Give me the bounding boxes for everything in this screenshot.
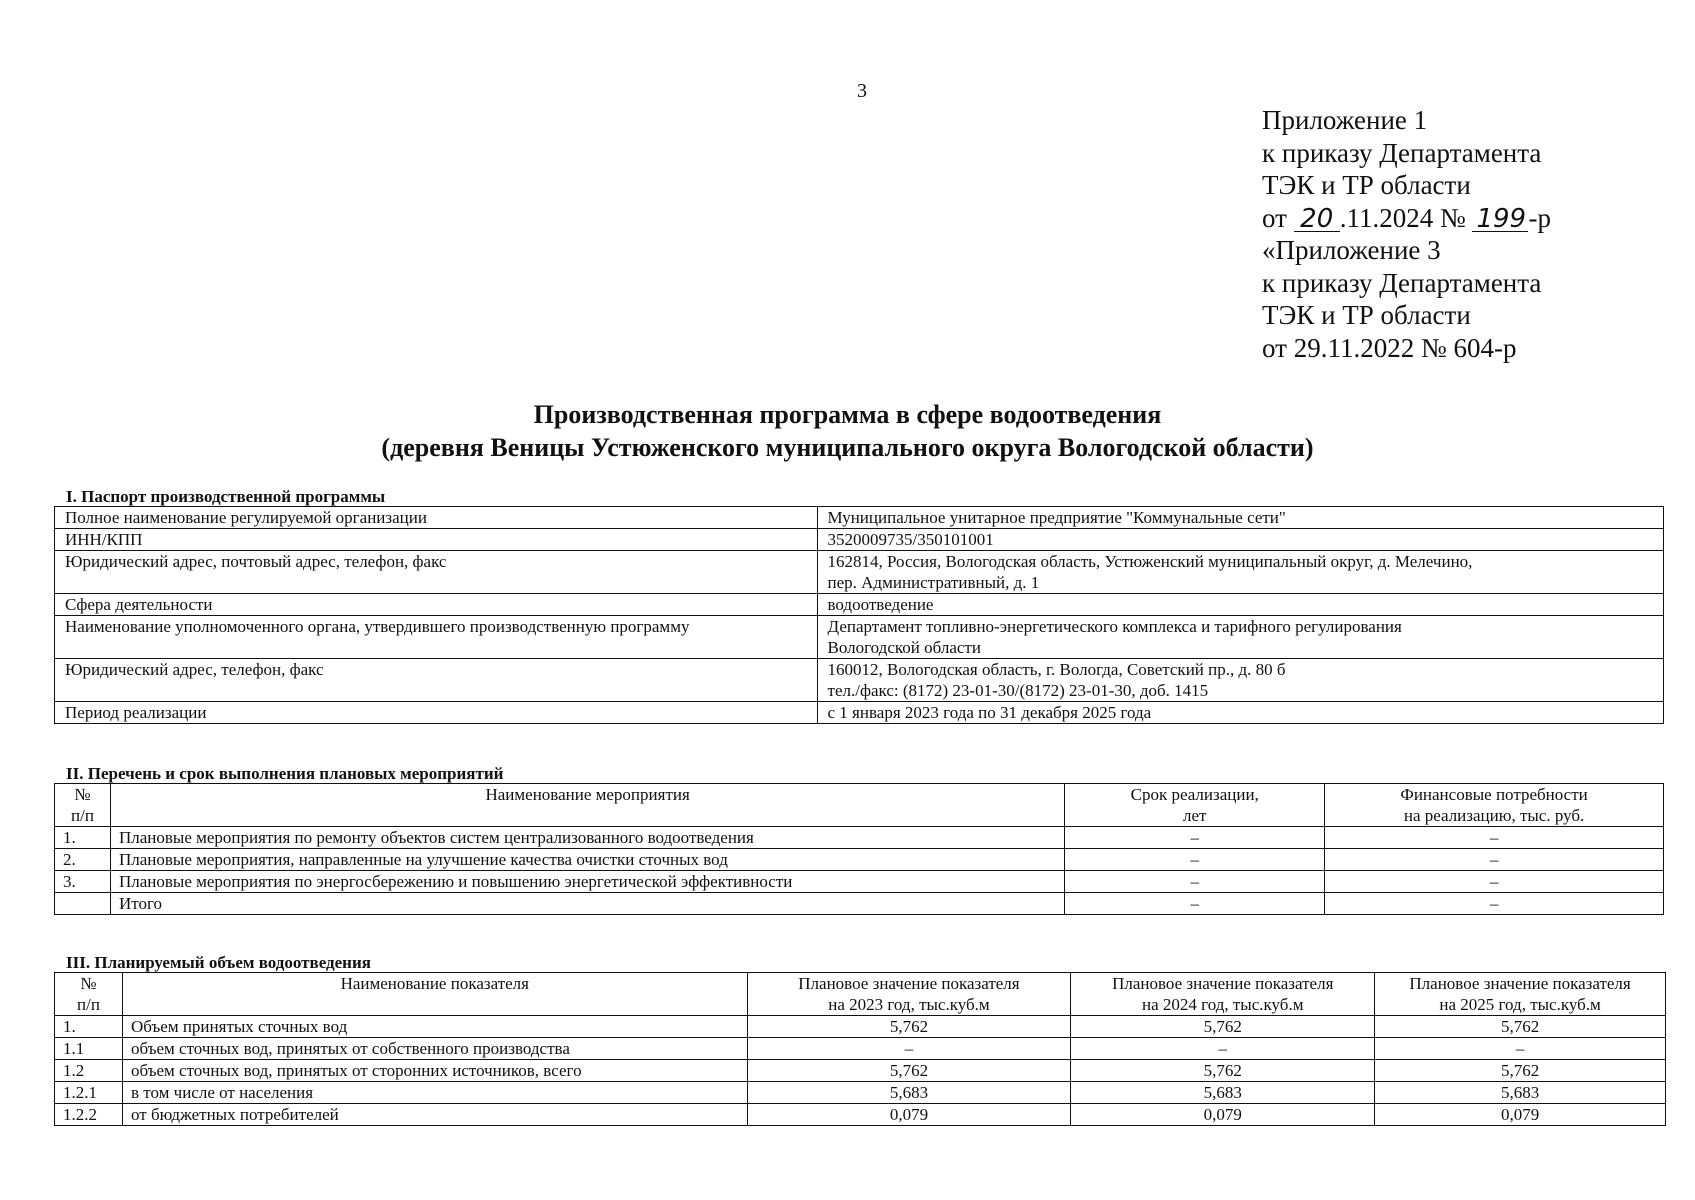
passport-label: Полное наименование регулируемой организации bbox=[55, 507, 818, 529]
passport-value: с 1 января 2023 года по 31 декабря 2025 года bbox=[817, 702, 1663, 724]
table-row bbox=[55, 507, 1664, 529]
value-line: пер. Административный, д. 1 bbox=[827, 573, 1040, 592]
row-name: объем сточных вод, принятых от собственного производства bbox=[122, 1038, 747, 1060]
value-line: Департамент топливно-энергетического комплекса и тарифного регулирования bbox=[827, 617, 1402, 636]
value-2025: 5,762 bbox=[1375, 1016, 1666, 1038]
header-line: п/п bbox=[77, 995, 100, 1014]
value-2025: 5,683 bbox=[1375, 1082, 1666, 1104]
row-num: 1.1 bbox=[55, 1038, 123, 1060]
header-2025 bbox=[1375, 973, 1666, 1016]
row-finance: – bbox=[1325, 871, 1664, 893]
header-2023 bbox=[747, 973, 1071, 1016]
row-name: от бюджетных потребителей bbox=[122, 1104, 747, 1126]
row-name: Объем принятых сточных вод bbox=[122, 1016, 747, 1038]
header-line: на 2025 год, тыс.куб.м bbox=[1439, 995, 1601, 1014]
volume-table bbox=[54, 972, 1666, 1126]
value-2024: 5,762 bbox=[1071, 1060, 1375, 1082]
table-row bbox=[55, 827, 1664, 849]
table-row bbox=[55, 1016, 1666, 1038]
value-2024: – bbox=[1071, 1038, 1375, 1060]
header-num bbox=[55, 973, 123, 1016]
value-line: 162814, Россия, Вологодская область, Устюженский муниципальный округ, д. Мелечино, bbox=[827, 552, 1473, 571]
row-name: Плановые мероприятия по ремонту объектов систем централизованного водоотведения bbox=[110, 827, 1064, 849]
page-number: 3 bbox=[857, 80, 867, 102]
table-row bbox=[55, 1060, 1666, 1082]
appendix-line: к приказу Департамента bbox=[1262, 137, 1542, 168]
value-2024: 0,079 bbox=[1071, 1104, 1375, 1126]
table-row bbox=[55, 551, 1664, 594]
value-2024: 5,683 bbox=[1071, 1082, 1375, 1104]
appendix-line: Приложение 1 bbox=[1262, 105, 1428, 135]
header-name: Наименование мероприятия bbox=[110, 784, 1064, 827]
value-line: 160012, Вологодская область, г. Вологда, Советский пр., д. 80 б bbox=[827, 660, 1286, 679]
table-row bbox=[55, 702, 1664, 724]
value-2023: 0,079 bbox=[747, 1104, 1071, 1126]
section-2-title: II. Перечень и срок выполнения плановых мероприятий bbox=[66, 764, 504, 783]
header-line: № bbox=[74, 785, 91, 804]
row-name: в том числе от населения bbox=[122, 1082, 747, 1104]
appendix-date-line bbox=[1262, 202, 1551, 235]
passport-label: Юридический адрес, почтовый адрес, телефон, факс bbox=[55, 551, 818, 594]
row-num: 2. bbox=[55, 849, 111, 871]
table-row bbox=[55, 1038, 1666, 1060]
row-finance: – bbox=[1325, 893, 1664, 915]
row-num: 1.2.2 bbox=[55, 1104, 123, 1126]
appendix-line: к приказу Департамента bbox=[1262, 267, 1542, 298]
date-rest: .11.2024 № bbox=[1339, 202, 1466, 233]
document-title bbox=[0, 398, 1695, 464]
appendix-line: от 29.11.2022 № 604-р bbox=[1262, 332, 1517, 363]
row-finance: – bbox=[1325, 827, 1664, 849]
value-2023: 5,762 bbox=[747, 1060, 1071, 1082]
header-line: лет bbox=[1182, 806, 1207, 825]
header-line: на 2023 год, тыс.куб.м bbox=[828, 995, 990, 1014]
value-line: тел./факс: (8172) 23-01-30/(8172) 23-01-30, доб. 1415 bbox=[827, 681, 1209, 700]
header-term bbox=[1065, 784, 1325, 827]
row-term: – bbox=[1065, 849, 1325, 871]
header-line: Плановое значение показателя bbox=[1112, 974, 1334, 993]
table-row bbox=[55, 594, 1664, 616]
appendix-line: ТЭК и ТР области bbox=[1262, 300, 1471, 330]
row-name: Итого bbox=[110, 893, 1064, 915]
row-term: – bbox=[1065, 827, 1325, 849]
header-line: Финансовые потребности bbox=[1400, 785, 1588, 804]
passport-value: 3520009735/350101001 bbox=[817, 529, 1663, 551]
passport-label: Наименование уполномоченного органа, утвердившего производственную программу bbox=[55, 616, 818, 659]
row-term: – bbox=[1065, 871, 1325, 893]
appendix-block bbox=[1262, 104, 1551, 364]
number-suffix: -р bbox=[1528, 202, 1551, 233]
row-num: 1. bbox=[55, 1016, 123, 1038]
handwritten-number: 199 bbox=[1472, 207, 1528, 232]
table-header-row bbox=[55, 784, 1664, 827]
table-row bbox=[55, 529, 1664, 551]
appendix-line: «Приложение 3 bbox=[1262, 235, 1441, 265]
header-line: на 2024 год, тыс.куб.м bbox=[1142, 995, 1304, 1014]
value-2025: 0,079 bbox=[1375, 1104, 1666, 1126]
table-row bbox=[55, 1104, 1666, 1126]
title-line-2: (деревня Веницы Устюженского муниципального округа Вологодской области) bbox=[381, 433, 1314, 462]
header-num bbox=[55, 784, 111, 827]
header-line: Плановое значение показателя bbox=[798, 974, 1020, 993]
header-line: Срок реализации, bbox=[1130, 785, 1259, 804]
table-row bbox=[55, 871, 1664, 893]
table-row bbox=[55, 616, 1664, 659]
section-3-title: III. Планируемый объем водоотведения bbox=[66, 953, 371, 972]
title-line-1: Производственная программа в сфере водоотведения bbox=[533, 400, 1162, 429]
appendix-line: ТЭК и ТР области bbox=[1262, 170, 1471, 200]
passport-table bbox=[54, 506, 1664, 724]
header-line: п/п bbox=[71, 806, 94, 825]
row-term: – bbox=[1065, 893, 1325, 915]
row-num: 3. bbox=[55, 871, 111, 893]
table-row bbox=[55, 893, 1664, 915]
header-finance bbox=[1325, 784, 1664, 827]
passport-label: ИНН/КПП bbox=[55, 529, 818, 551]
row-num bbox=[55, 893, 111, 915]
row-num: 1.2 bbox=[55, 1060, 123, 1082]
row-finance: – bbox=[1325, 849, 1664, 871]
measures-table bbox=[54, 783, 1664, 915]
value-2024: 5,762 bbox=[1071, 1016, 1375, 1038]
value-2025: 5,762 bbox=[1375, 1060, 1666, 1082]
table-row bbox=[55, 1082, 1666, 1104]
header-line: Плановое значение показателя bbox=[1409, 974, 1631, 993]
table-row bbox=[55, 659, 1664, 702]
value-line: Вологодской области bbox=[827, 638, 981, 657]
value-2023: 5,683 bbox=[747, 1082, 1071, 1104]
passport-value bbox=[817, 551, 1663, 594]
value-2025: – bbox=[1375, 1038, 1666, 1060]
table-header-row bbox=[55, 973, 1666, 1016]
passport-label: Юридический адрес, телефон, факс bbox=[55, 659, 818, 702]
passport-label: Период реализации bbox=[55, 702, 818, 724]
header-line: № bbox=[80, 974, 97, 993]
header-name: Наименование показателя bbox=[122, 973, 747, 1016]
row-name: Плановые мероприятия, направленные на улучшение качества очистки сточных вод bbox=[110, 849, 1064, 871]
row-num: 1.2.1 bbox=[55, 1082, 123, 1104]
passport-label: Сфера деятельности bbox=[55, 594, 818, 616]
header-2024 bbox=[1071, 973, 1375, 1016]
row-name: Плановые мероприятия по энергосбережению и повышению энергетической эффективности bbox=[110, 871, 1064, 893]
handwritten-day: 20 bbox=[1294, 207, 1340, 232]
date-prefix: от bbox=[1262, 202, 1287, 233]
row-name: объем сточных вод, принятых от сторонних источников, всего bbox=[122, 1060, 747, 1082]
table-row bbox=[55, 849, 1664, 871]
passport-value: водоотведение bbox=[817, 594, 1663, 616]
value-2023: – bbox=[747, 1038, 1071, 1060]
passport-value bbox=[817, 659, 1663, 702]
passport-value: Муниципальное унитарное предприятие "Коммунальные сети" bbox=[817, 507, 1663, 529]
passport-value bbox=[817, 616, 1663, 659]
section-1-title: I. Паспорт производственной программы bbox=[66, 487, 386, 506]
header-line: на реализацию, тыс. руб. bbox=[1403, 806, 1585, 825]
value-2023: 5,762 bbox=[747, 1016, 1071, 1038]
row-num: 1. bbox=[55, 827, 111, 849]
